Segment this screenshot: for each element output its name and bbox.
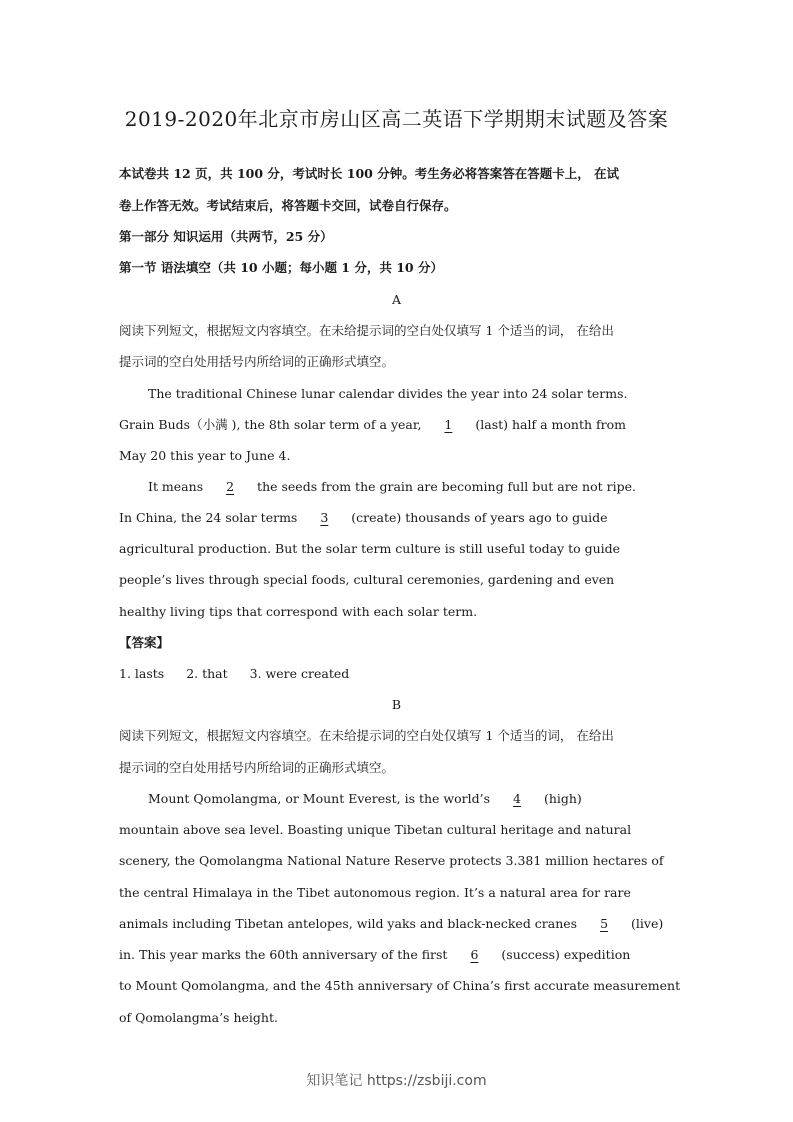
answer-item: 3. were created xyxy=(249,666,350,681)
text-segment: Grain Buds（小满 ), the 8th solar term of a year, xyxy=(119,417,426,432)
text-segment: (create) thousands of years ago to guide xyxy=(347,510,608,525)
passage-b-text xyxy=(119,946,679,964)
text-segment: animals including Tibetan antelopes, wild yaks and black-necked cranes xyxy=(119,916,582,931)
passage-a-text: agricultural production. But the solar term culture is still useful today to guide xyxy=(119,541,621,556)
text-segment: (live) xyxy=(627,916,664,931)
blank-6: 6 xyxy=(470,947,479,962)
blank-5: 5 xyxy=(600,916,609,931)
text-segment: It means xyxy=(148,479,208,494)
text-segment: Mount Qomolangma, or Mount Everest, is the world’s xyxy=(148,791,494,806)
passage-a-text xyxy=(148,478,679,496)
answer-heading: 【答案】 xyxy=(119,635,170,650)
passage-a-text xyxy=(119,509,679,527)
part1-heading: 第一部分 知识运用（共两节，25 分） xyxy=(119,229,333,244)
blank-2: 2 xyxy=(226,479,235,494)
text-segment: (last) half a month from xyxy=(471,417,626,432)
passage-a-instruction-1: 阅读下列短文，根据短文内容填空。在未给提示词的空白处仅填写 1 个适当的词， 在给出 xyxy=(119,323,614,338)
blank-4: 4 xyxy=(512,791,521,806)
intro-line-2: 卷上作答无效。考试结束后，将答题卡交回，试卷自行保存。 xyxy=(119,198,457,213)
document-title: 2019-2020年北京市房山区高二英语下学期期末试题及答案 xyxy=(124,107,669,131)
passage-b-instruction-2: 提示词的空白处用括号内所给词的正确形式填空。 xyxy=(119,760,395,775)
passage-a-text xyxy=(119,416,679,434)
passage-a-text: May 20 this year to June 4. xyxy=(119,448,291,463)
section1-heading: 第一节 语法填空（共 10 小题；每小题 1 分，共 10 分） xyxy=(119,260,443,275)
passage-b-text xyxy=(119,915,679,933)
answer-item: 1. lasts xyxy=(119,666,165,681)
text-segment: (success) expedition xyxy=(497,947,631,962)
passage-a-instruction-2: 提示词的空白处用括号内所给词的正确形式填空。 xyxy=(119,354,395,369)
text-segment: (high) xyxy=(539,791,582,806)
passage-b-text: mountain above sea level. Boasting unique Tibetan cultural heritage and natural xyxy=(119,822,632,837)
passage-b-text: of Qomolangma’s height. xyxy=(119,1010,278,1025)
passage-b-text: to Mount Qomolangma, and the 45th anniversary of China’s first accurate measurement xyxy=(119,978,681,993)
passage-a-text: people’s lives through special foods, cultural ceremonies, gardening and even xyxy=(119,572,615,587)
answer-list xyxy=(119,665,679,683)
text-segment: the seeds from the grain are becoming full but are not ripe. xyxy=(253,479,636,494)
text-segment: in. This year marks the 60th anniversary of the first xyxy=(119,947,452,962)
passage-b-text xyxy=(148,790,679,808)
intro-line-1: 本试卷共 12 页，共 100 分，考试时长 100 分钟。考生务必将答案答在答题卡上， 在试 xyxy=(119,166,620,181)
passage-b-text: the central Himalaya in the Tibet autonomous region. It’s a natural area for rare xyxy=(119,885,631,900)
blank-3: 3 xyxy=(320,510,329,525)
passage-a-label: A xyxy=(391,292,402,307)
footer-watermark: 知识笔记 https://zsbiji.com xyxy=(306,1073,487,1089)
passage-b-text: scenery, the Qomolangma National Nature Reserve protects 3.381 million hectares of xyxy=(119,853,664,868)
passage-a-text: healthy living tips that correspond with each solar term. xyxy=(119,604,478,619)
blank-1: 1 xyxy=(444,417,453,432)
passage-a-text: The traditional Chinese lunar calendar divides the year into 24 solar terms. xyxy=(148,386,628,401)
passage-b-label: B xyxy=(391,697,402,712)
text-segment: In China, the 24 solar terms xyxy=(119,510,302,525)
passage-b-instruction-1: 阅读下列短文，根据短文内容填空。在未给提示词的空白处仅填写 1 个适当的词， 在给出 xyxy=(119,728,614,743)
answer-item: 2. that xyxy=(186,666,228,681)
